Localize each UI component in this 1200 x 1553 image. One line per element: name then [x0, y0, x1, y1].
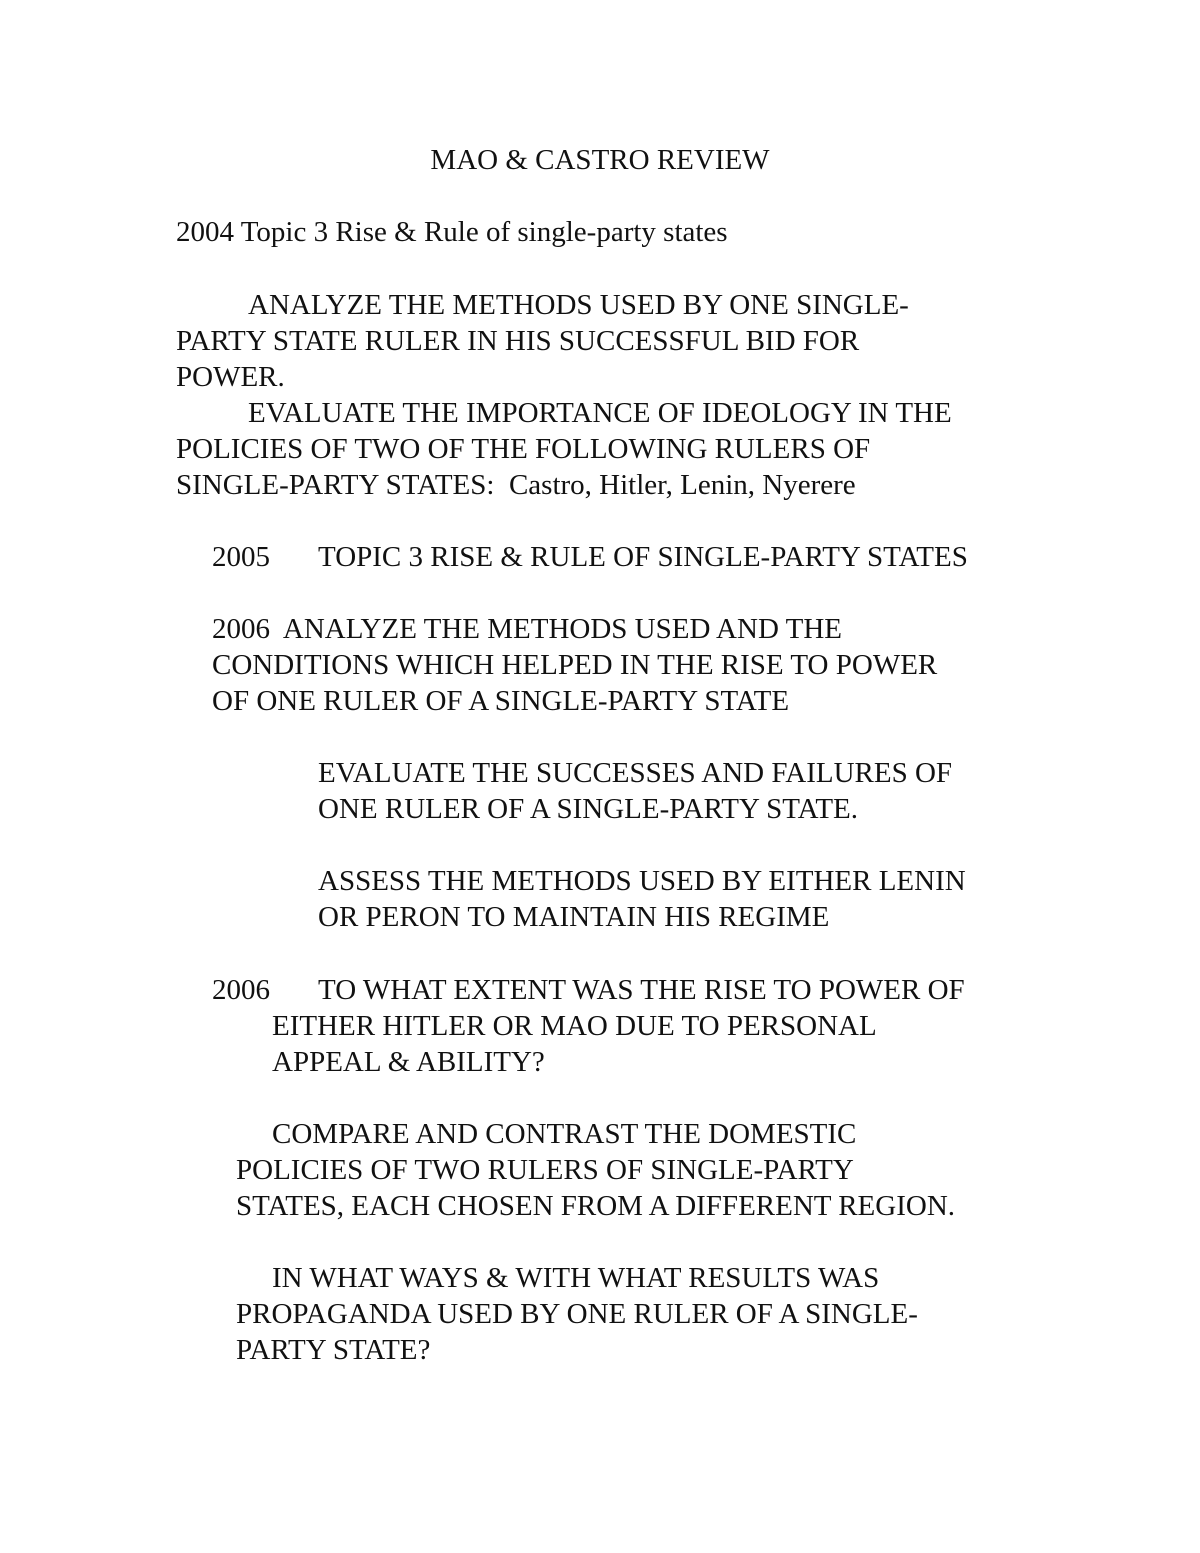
- question-2004-1-line3: POWER.: [176, 361, 285, 393]
- question-2004-2-line2: POLICIES OF TWO OF THE FOLLOWING RULERS OF: [176, 433, 871, 465]
- question-2004-1-line2: PARTY STATE RULER IN HIS SUCCESSFUL BID FOR: [176, 325, 860, 357]
- question-2006-a-line3: OF ONE RULER OF A SINGLE-PARTY STATE: [212, 685, 790, 717]
- question-2006-f-line2: PROPAGANDA USED BY ONE RULER OF A SINGLE-: [236, 1298, 918, 1330]
- question-2006-d-line1: TO WHAT EXTENT WAS THE RISE TO POWER OF: [318, 974, 965, 1006]
- document-title: MAO & CASTRO REVIEW: [430, 144, 770, 176]
- question-2006-e-line3: STATES, EACH CHOSEN FROM A DIFFERENT REGION.: [236, 1190, 956, 1222]
- question-2006-e-line1: COMPARE AND CONTRAST THE DOMESTIC: [272, 1118, 857, 1150]
- section-2005-heading: TOPIC 3 RISE & RULE OF SINGLE-PARTY STATES: [318, 541, 968, 573]
- section-2005-year: 2005: [212, 541, 270, 573]
- question-2006-f-line1: IN WHAT WAYS & WITH WHAT RESULTS WAS: [272, 1262, 880, 1294]
- question-2006-d-line2: EITHER HITLER OR MAO DUE TO PERSONAL: [272, 1010, 877, 1042]
- question-2006-d-year: 2006: [212, 974, 270, 1006]
- question-2006-d-line3: APPEAL & ABILITY?: [272, 1046, 545, 1078]
- question-2006-b-line2: ONE RULER OF A SINGLE-PARTY STATE.: [318, 793, 858, 825]
- question-2006-c-line1: ASSESS THE METHODS USED BY EITHER LENIN: [318, 865, 966, 897]
- question-2004-1-line1: ANALYZE THE METHODS USED BY ONE SINGLE-: [248, 289, 909, 321]
- question-2006-a-line2: CONDITIONS WHICH HELPED IN THE RISE TO POWER: [212, 649, 938, 681]
- question-2006-c-line2: OR PERON TO MAINTAIN HIS REGIME: [318, 901, 830, 933]
- section-2004-heading: 2004 Topic 3 Rise & Rule of single-party states: [176, 216, 728, 248]
- question-2006-b-line1: EVALUATE THE SUCCESSES AND FAILURES OF: [318, 757, 953, 789]
- question-2006-e-line2: POLICIES OF TWO RULERS OF SINGLE-PARTY: [236, 1154, 854, 1186]
- question-2004-2-line1: EVALUATE THE IMPORTANCE OF IDEOLOGY IN THE: [248, 397, 952, 429]
- question-2006-f-line3: PARTY STATE?: [236, 1334, 431, 1366]
- question-2004-2-line3: SINGLE-PARTY STATES: Castro, Hitler, Lenin, Nyerere: [176, 469, 856, 501]
- question-2006-a-line1: 2006 ANALYZE THE METHODS USED AND THE: [212, 613, 842, 645]
